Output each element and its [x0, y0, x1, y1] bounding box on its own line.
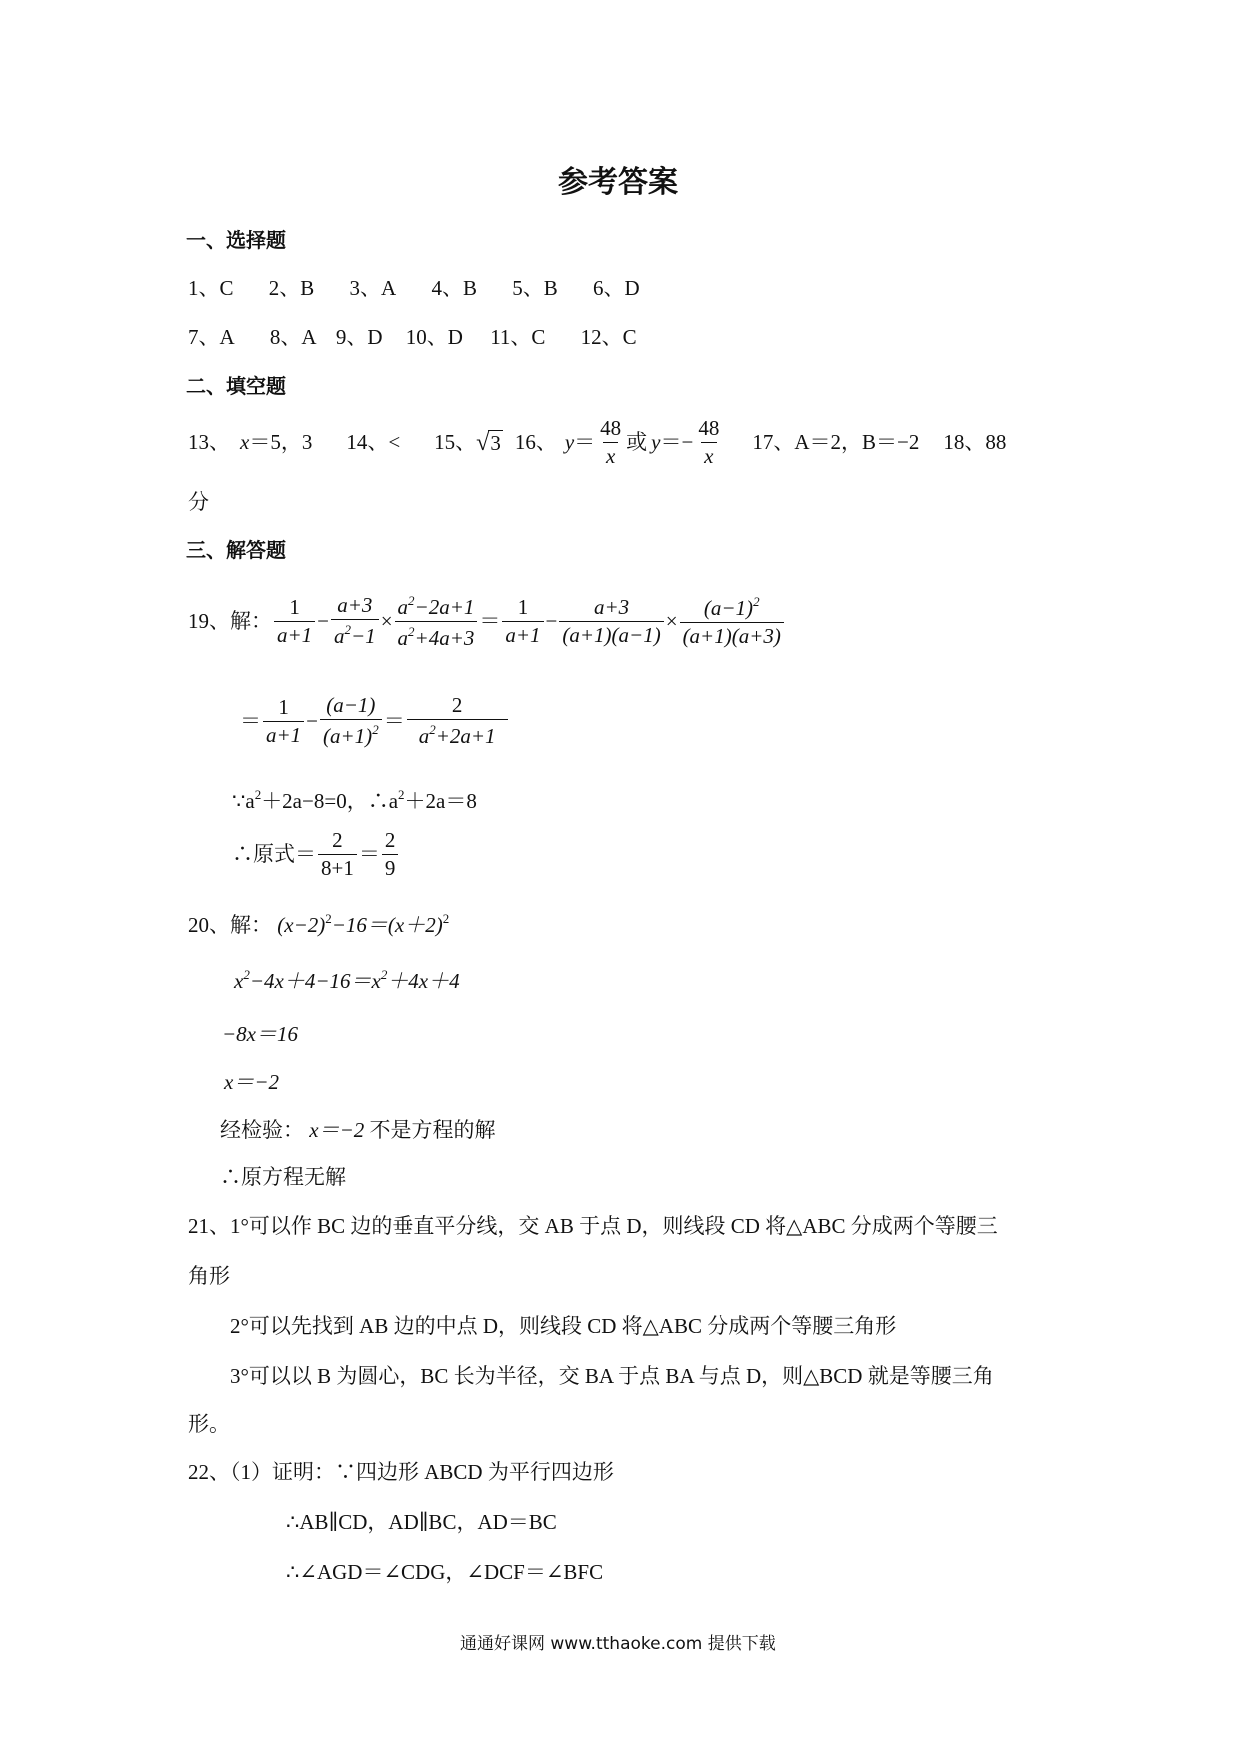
times-sign: × — [380, 608, 393, 633]
expr-c: ＋4x＋4 — [387, 969, 460, 993]
numerator: 2 — [384, 827, 396, 852]
q16-f1-num: 48 — [600, 415, 622, 440]
q20-line-2 — [234, 968, 460, 992]
fill-answers-row — [188, 412, 1006, 472]
q19-label: 19、解： — [188, 608, 272, 633]
base: a — [418, 724, 430, 748]
denominator: (a+1)(a+3) — [680, 622, 784, 647]
q13-answer: ＝5，3 — [249, 429, 313, 454]
answer-5: 5、B — [512, 276, 558, 300]
q16-y2: y — [651, 429, 661, 454]
exponent: 2 — [243, 967, 250, 982]
numerator — [395, 594, 478, 621]
equals-sign: ＝ — [479, 608, 501, 633]
q20-line-3: −8x＝16 — [222, 1022, 298, 1046]
q15-radicand: 3 — [490, 430, 501, 455]
times-sign: × — [665, 608, 678, 633]
equals-sign: ＝ — [358, 841, 380, 866]
q21-line-1-cont: 角形 — [188, 1264, 230, 1288]
expr-a: (x−2) — [277, 913, 326, 937]
q15-sqrt: √3 — [476, 429, 501, 456]
check-expr: x＝−2 — [309, 1118, 365, 1142]
q16-fraction-2 — [695, 415, 722, 468]
equals-sign: ＝ — [240, 708, 261, 733]
base: a — [397, 594, 409, 619]
numerator: a+3 — [337, 593, 373, 617]
denominator: 9 — [382, 854, 399, 879]
q22-line-3: ∴∠AGD＝∠CDG，∠DCF＝∠BFC — [286, 1560, 604, 1584]
q19-because — [232, 788, 477, 812]
rest: −2a+1 — [414, 594, 475, 619]
page-footer: 通通好课网 www.tthaoke.com 提供下载 — [460, 1634, 776, 1654]
q19-fraction-4 — [502, 594, 543, 647]
numerator: 1 — [289, 594, 300, 619]
q18-answer: 18、88 — [943, 429, 1007, 454]
exponent: 2 — [408, 623, 415, 639]
base: (a−1) — [703, 596, 754, 620]
because-post: ＋2a＝8 — [404, 789, 477, 813]
answer-3: 3、A — [349, 276, 397, 300]
numerator: (a−1) — [326, 693, 376, 717]
q16-eq2: ＝− — [660, 429, 694, 454]
q16-f1-den: x — [603, 442, 618, 467]
denominator: 8+1 — [318, 854, 357, 879]
because-mid: ＋2a−8=0，∴a — [261, 789, 399, 813]
q20-line-4: x＝−2 — [224, 1070, 279, 1094]
exponent: 2 — [398, 787, 405, 802]
exponent: 2 — [429, 722, 436, 737]
numerator — [701, 595, 763, 622]
expr-b: −16＝(x＋2) — [331, 913, 443, 937]
q19-r2-fraction-1 — [263, 694, 304, 747]
denominator: a+1 — [274, 621, 315, 646]
q19-fraction-5 — [559, 594, 663, 647]
choice-answers-row-2 — [188, 327, 637, 348]
rest: +4a+3 — [414, 625, 475, 650]
q19-line-2 — [240, 686, 510, 756]
denominator — [395, 621, 478, 649]
q19-fraction-2 — [331, 595, 379, 647]
numerator: a+3 — [593, 594, 630, 619]
exponent: 2 — [380, 967, 388, 982]
q16-f2-den: x — [701, 442, 716, 467]
minus-sign: − — [545, 608, 558, 633]
base: (a+1) — [323, 724, 373, 748]
equals-sign: ＝ — [383, 708, 405, 733]
denominator: a+1 — [502, 621, 543, 646]
q16-eq: ＝ — [574, 429, 596, 454]
q20-check — [220, 1120, 496, 1141]
page-title: 参考答案 — [558, 165, 678, 200]
q21-line-1: 21、1°可以作 BC 边的垂直平分线，交 AB 于点 D，则线段 CD 将△ABC 分成两个等腰三 — [188, 1214, 998, 1238]
q19-line-1 — [188, 586, 786, 656]
exponent: 2 — [325, 911, 332, 926]
q19-result — [232, 822, 400, 886]
answer-4: 4、B — [431, 276, 477, 300]
exponent: 2 — [254, 787, 262, 802]
exponent: 2 — [372, 722, 379, 737]
q21-line-3: 3°可以以 B 为圆心，BC 长为半径，交 BA 于点 BA 与点 D，则△BCD 就是等腰三角 — [230, 1364, 994, 1388]
minus-sign: − — [306, 708, 319, 733]
q21-line-2: 2°可以先找到 AB 边的中点 D，则线段 CD 将△ABC 分成两个等腰三角形 — [230, 1314, 897, 1338]
exponent: 2 — [442, 911, 450, 926]
answer-9: 9、D — [335, 325, 383, 349]
answer-10: 10、D — [405, 325, 463, 349]
denominator — [407, 719, 508, 747]
q17-answer: 17、A＝2，B＝−2 — [752, 429, 920, 454]
q19-r2-fraction-2 — [320, 695, 382, 747]
expr-b: −4x＋4−16＝x — [249, 969, 381, 993]
q19-r2-fraction-3 — [407, 695, 508, 747]
q20-line-1 — [188, 912, 449, 936]
answer-2: 2、B — [268, 276, 315, 300]
q19-fraction-6 — [680, 595, 784, 647]
expr-a: x — [234, 969, 244, 993]
q21-line-3-cont: 形。 — [188, 1412, 230, 1436]
answer-8: 8、A — [269, 325, 317, 349]
section-heading-solve: 三、解答题 — [186, 538, 286, 562]
rest: −1 — [351, 624, 376, 648]
base: a — [334, 624, 345, 648]
q16-label: 16、 — [514, 429, 557, 454]
numerator: 2 — [332, 827, 343, 852]
numerator: 1 — [278, 694, 289, 719]
q16-or: 或 — [626, 429, 648, 454]
choice-answers-row-1 — [188, 278, 640, 299]
check-text: 不是方程的解 — [369, 1118, 496, 1142]
q15-label: 15、 — [434, 429, 477, 454]
denominator: a+1 — [263, 721, 304, 746]
section-heading-choice: 一、选择题 — [186, 228, 286, 252]
q19-res-fraction-2 — [382, 827, 399, 880]
q18-unit: 分 — [188, 490, 209, 514]
numerator: 1 — [517, 594, 529, 619]
q22-line-2: ∴AB∥CD，AD∥BC，AD＝BC — [286, 1510, 557, 1534]
q20-label: 20、解： — [188, 913, 272, 937]
q16-y: y — [564, 429, 575, 454]
answer-7: 7、A — [188, 325, 235, 349]
exponent: 2 — [344, 622, 352, 637]
q16-f2-num: 48 — [698, 415, 720, 440]
q13-var: x — [240, 429, 250, 454]
answer-1: 1、C — [188, 276, 234, 300]
base: a — [397, 625, 409, 650]
exponent: 2 — [408, 592, 415, 608]
answer-6: 6、D — [592, 276, 640, 300]
denominator: (a+1)(a−1) — [559, 621, 663, 646]
result-label: ∴原式＝ — [232, 841, 316, 866]
section-heading-fill: 二、填空题 — [186, 374, 286, 398]
q16-fraction-1 — [597, 415, 624, 468]
answer-12: 12、C — [580, 325, 637, 349]
minus-sign: − — [317, 608, 330, 633]
rest: +2a+1 — [435, 724, 496, 748]
q22-line-1: 22、（1）证明：∵四边形 ABCD 为平行四边形 — [188, 1460, 614, 1484]
denominator — [331, 619, 379, 647]
q19-fraction-1 — [274, 594, 315, 647]
q13-label: 13、 — [188, 429, 230, 454]
answer-11: 11、C — [490, 325, 546, 349]
q20-conclusion: ∴原方程无解 — [220, 1165, 346, 1189]
exponent: 2 — [753, 594, 760, 609]
denominator — [320, 719, 382, 747]
q14-answer: 14、< — [346, 429, 401, 454]
q19-res-fraction-1 — [318, 827, 357, 880]
because-pre: ∵a — [232, 789, 255, 813]
q19-fraction-3 — [395, 594, 478, 649]
numerator: 2 — [451, 693, 463, 717]
check-label: 经检验： — [220, 1118, 304, 1142]
